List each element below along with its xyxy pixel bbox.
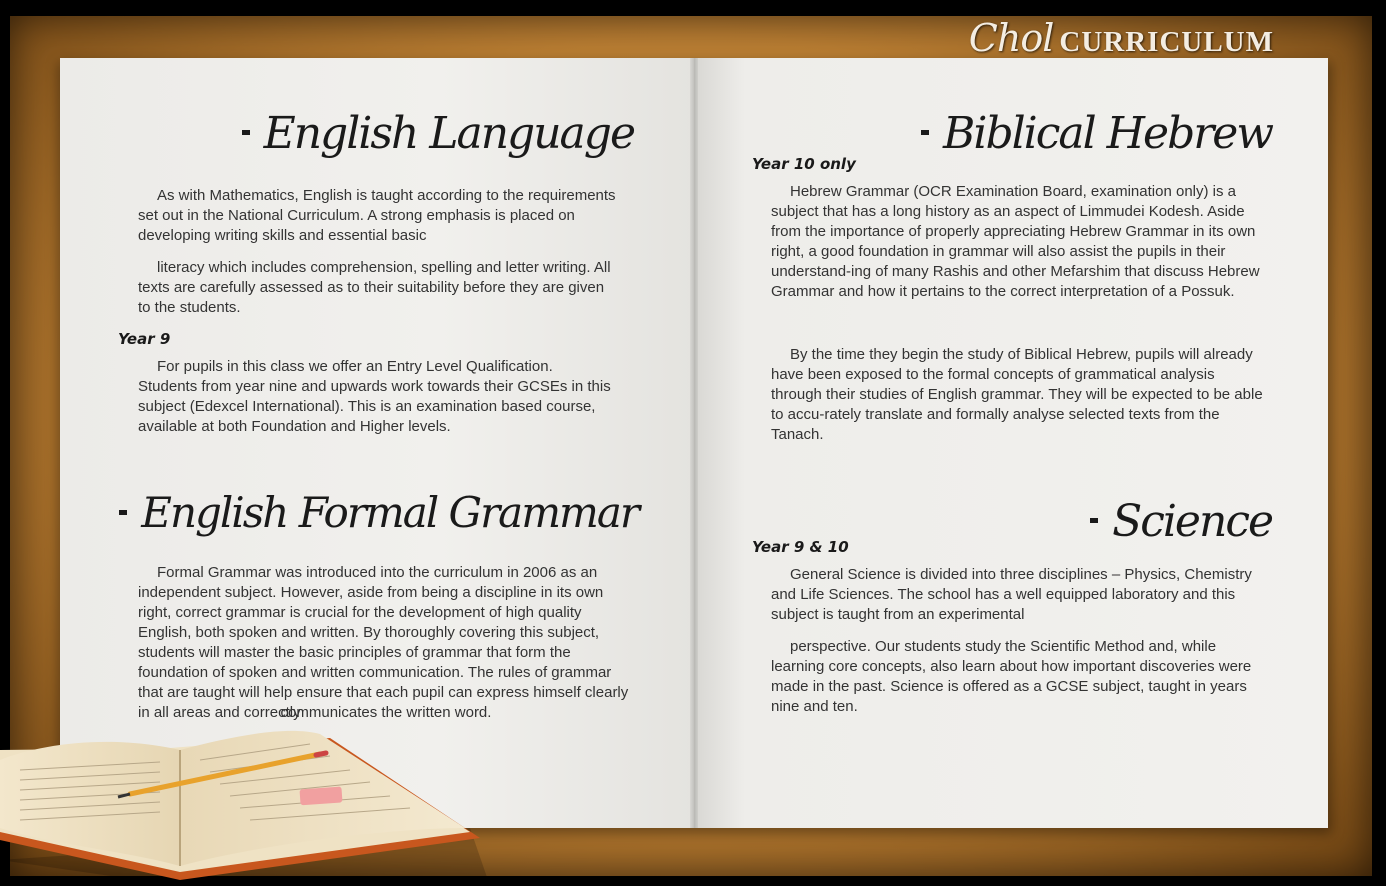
science-para-1: General Science is divided into three disciplines – Physics, Chemistry and Life Sciences. The school has a well equipped laboratory and this subject is taught from an experimental (771, 566, 1252, 623)
year-9-10-label: Year 9 & 10 (752, 538, 849, 556)
header-script-word: Chol (968, 16, 1054, 60)
year-9-label: Year 9 (118, 330, 171, 348)
biblical-hebrew-para-2: By the time they begin the study of Biblical Hebrew, pupils will already have been exposed to the formal concepts of grammatical analysis through their studies of English grammar. They will be expected to be able to accu-rately translate and formally analyse selected texts from the Tanach. (771, 346, 1263, 443)
english-language-para-1: As with Mathematics, English is taught according to the requirements set out in the National Curriculum. A strong emphasis is placed on developing writing skills and essential basic (138, 187, 616, 244)
heading-bullet-icon (921, 130, 929, 135)
heading-science: Science (1090, 496, 1272, 547)
page-header (969, 16, 1274, 60)
english-language-para-3: For pupils in this class we offer an Entry Level Qualification. Students from year nine and upwards work towards their GCSEs in this subject (Edexcel International). This is an examination based course, available at both Foundation and Higher levels. (138, 358, 611, 435)
heading-english-language: English Language (242, 108, 634, 159)
heading-english-formal-grammar: English Formal Grammar (119, 488, 638, 537)
page-gutter (690, 58, 698, 828)
open-book-illustration (0, 720, 490, 886)
heading-biblical-hebrew: Biblical Hebrew (921, 108, 1272, 159)
biblical-hebrew-para-1: Hebrew Grammar (OCR Examination Board, examination only) is a subject that has a long history as an aspect of Limmudei Kodesh. Aside from the importance of properly appreciating Hebrew Grammar in its own right, a good foundation in grammar will also assist the pupils in their understand-ing of many Rashis and other Mefarshim that discuss Hebrew Grammar and how it pertains to the correct interpretation of a Possuk. (771, 183, 1260, 300)
header-caps-word: CURRICULUM (1059, 26, 1274, 58)
formal-grammar-para-last-line: communicates the written word. (280, 704, 492, 721)
heading-bullet-icon (119, 510, 127, 515)
heading-bullet-icon (1090, 518, 1098, 523)
english-language-para-2: literacy which includes comprehension, spelling and letter writing. All texts are carefully assessed as to their suitability before they are given to the students. (138, 259, 611, 316)
year-10-only-label: Year 10 only (752, 155, 856, 173)
science-para-2: perspective. Our students study the Scientific Method and, while learning core concepts, also learn about how important discoveries were made in the past. Science is offered as a GCSE subject, taught in years nine and ten. (771, 638, 1252, 715)
heading-bullet-icon (242, 130, 250, 135)
formal-grammar-para: Formal Grammar was introduced into the curriculum in 2006 as an independent subject. However, aside from being a discipline in its own right, correct grammar is crucial for the development of high quality English, both spoken and written. By thoroughly covering this subject, students will master the basic principles of grammar that form the foundation of spoken and written communication. The rules of grammar that are taught will help ensure that each pupil can express himself clearly in all areas and correctly (138, 564, 629, 721)
